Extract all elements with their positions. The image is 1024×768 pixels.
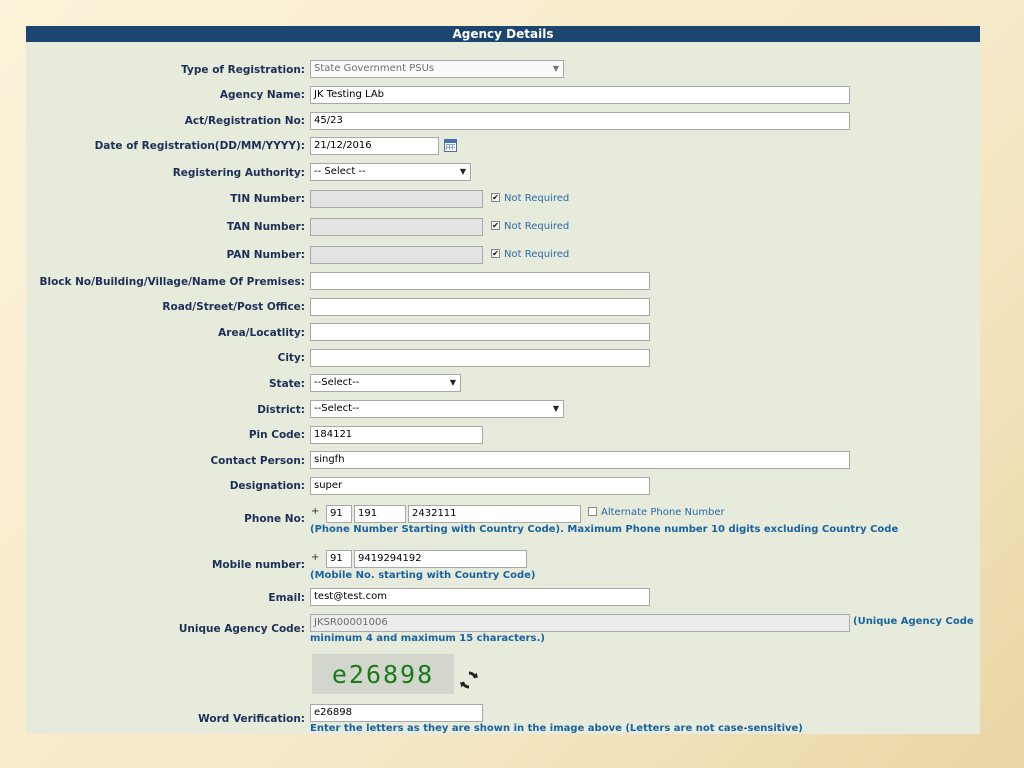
area-locality-label: Area/Locatlity: [218,327,305,339]
phone-hint: (Phone Number Starting with Country Code). Maximum Phone number 10 digits excluding Country Code [310,524,899,535]
state-label: State: [268,378,305,390]
tin-number-input[interactable] [310,190,483,208]
pin-code-input[interactable]: 184121 [310,426,483,444]
tin-number-label: TIN Number: [230,193,305,205]
mobile-plus-sign: + [311,552,320,563]
phone-std-code-input[interactable]: 191 [354,505,406,523]
city-input[interactable] [310,349,650,367]
tan-not-required-label: Not Required [504,221,570,232]
email-input[interactable]: test@test.com [310,588,650,606]
act-registration-no-input[interactable]: 45/23 [310,112,850,130]
unique-agency-code-label: Unique Agency Code: [178,623,305,635]
pan-number-input[interactable] [310,246,483,264]
phone-plus-sign: + [311,506,320,517]
word-verification-hint: Enter the letters as they are shown in the image above (Letters are not case-sensitive) [310,723,803,734]
pan-not-required-label: Not Required [504,249,570,260]
email-label: Email: [268,592,305,604]
date-of-registration-label: Date of Registration(DD/MM/YYYY): [94,140,305,152]
phone-no-label: Phone No: [244,513,305,525]
block-no-input[interactable] [310,272,650,290]
chevron-down-icon: ▼ [552,64,559,73]
registering-authority-select[interactable] [310,163,471,181]
district-label: District: [257,404,305,416]
unique-code-hint: (Unique Agency Code [853,616,974,627]
pan-not-required-checkbox[interactable]: ✔ [492,249,499,258]
pin-code-label: Pin Code: [248,429,305,441]
calendar-icon[interactable] [444,139,457,152]
mobile-number-input[interactable]: 9419294192 [354,550,527,568]
designation-label: Designation: [229,480,305,492]
chevron-down-icon: ▼ [552,404,559,413]
unique-agency-code-input: JKSR00001006 [310,614,850,632]
agency-details-panel [26,26,980,734]
word-verification-label: Word Verification: [198,713,305,725]
act-registration-no-label: Act/Registration No: [184,115,305,127]
registering-authority-label: Registering Authority: [172,167,305,179]
district-select[interactable] [310,400,564,418]
tin-not-required-checkbox[interactable]: ✔ [492,193,499,202]
state-value: --Select-- [314,377,360,388]
district-value: --Select-- [314,403,360,414]
phone-number-input[interactable]: 2432111 [408,505,581,523]
pan-number-label: PAN Number: [226,249,305,261]
chevron-down-icon: ▼ [449,378,456,387]
tan-number-input[interactable] [310,218,483,236]
phone-country-code-input[interactable]: 91 [326,505,352,523]
alternate-phone-label: Alternate Phone Number [601,507,725,518]
contact-person-label: Contact Person: [210,455,305,467]
mobile-number-label: Mobile number: [211,559,305,571]
agency-name-input[interactable]: JK Testing LAb [310,86,850,104]
area-locality-input[interactable] [310,323,650,341]
refresh-icon[interactable] [458,669,480,691]
tan-number-label: TAN Number: [226,221,305,233]
agency-name-label: Agency Name: [219,89,305,101]
type-of-registration-label: Type of Registration: [181,64,305,76]
registering-authority-value: -- Select -- [314,166,366,177]
tan-not-required-checkbox[interactable]: ✔ [492,221,499,230]
alternate-phone-checkbox[interactable] [588,507,597,516]
type-of-registration-select [310,60,564,78]
mobile-country-code-input[interactable]: 91 [326,550,352,568]
city-label: City: [277,352,305,364]
block-no-label: Block No/Building/Village/Name Of Premises: [39,276,305,288]
type-of-registration-value: State Government PSUs [314,63,435,74]
designation-input[interactable]: super [310,477,650,495]
mobile-hint: (Mobile No. starting with Country Code) [310,570,536,581]
date-of-registration-input[interactable]: 21/12/2016 [310,137,439,155]
panel-title: Agency Details [26,26,980,42]
road-street-label: Road/Street/Post Office: [162,301,305,313]
word-verification-input[interactable]: e26898 [310,704,483,722]
chevron-down-icon: ▼ [459,167,466,176]
contact-person-input[interactable]: singfh [310,451,850,469]
road-street-input[interactable] [310,298,650,316]
captcha-image: e26898 [312,654,454,694]
tin-not-required-label: Not Required [504,193,570,204]
unique-code-hint-continued: minimum 4 and maximum 15 characters.) [310,633,545,644]
state-select[interactable] [310,374,461,392]
